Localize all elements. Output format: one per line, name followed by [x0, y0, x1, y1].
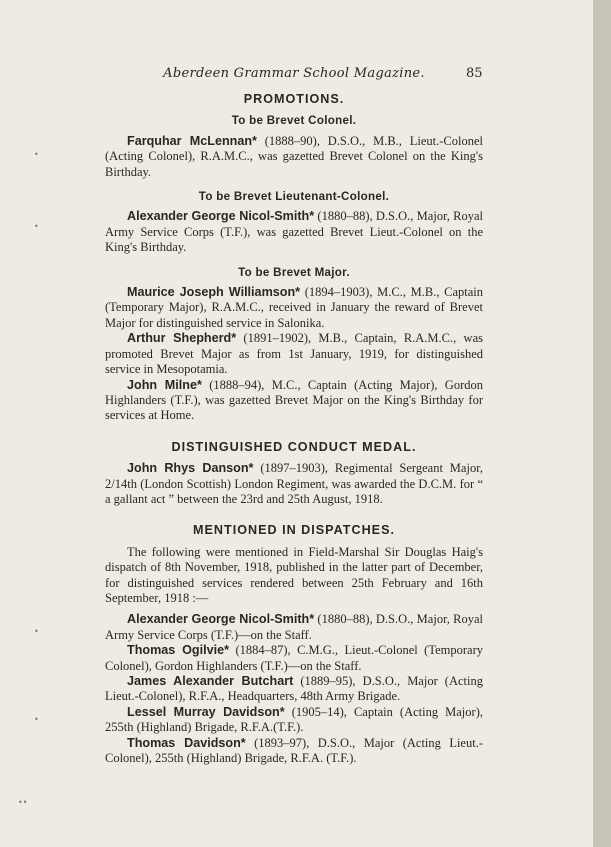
- entry-text: (1880–88), D.S.O., Major, Royal Army Service Corps (T.F.)—on the Staff.: [105, 612, 483, 642]
- entry-text: (1889–95), D.S.O., Major (Acting Lieut.-Colonel), R.F.A., Headquarters, 48th Army Brigade.: [105, 674, 483, 704]
- entry-text: (1880–88), D.S.O., Major, Royal Army Service Corps (T.F.), was gazetted Brevet Lieut.-Colonel on the King's Birthday.: [105, 209, 483, 255]
- dcm-heading: DISTINGUISHED CONDUCT MEDAL.: [171, 439, 417, 454]
- page-number: 85: [466, 66, 483, 81]
- person-name: Alexander George Nicol-Smith*: [127, 612, 315, 627]
- entry: [105, 134, 483, 180]
- running-header: Aberdeen Grammar School Magazine.: [163, 66, 425, 81]
- entry: [105, 331, 483, 377]
- entry: [105, 736, 483, 767]
- entry-text: (1894–1903), M.C., M.B., Captain (Temporary Major), R.A.M.C., received in January the reward of Brevet Major for distinguished service in Salonika.: [105, 285, 484, 330]
- margin-dot: •: [34, 150, 39, 159]
- entry: [105, 674, 483, 705]
- brevet-colonel-subheading: To be Brevet Colonel.: [231, 114, 357, 128]
- entry: [105, 209, 483, 255]
- entry-text: (1884–87), C.M.G., Lieut.-Colonel (Temporary Colonel), Gordon Highlanders (T.F.)—on the Staff.: [105, 643, 483, 673]
- brevet-lt-colonel-subheading: To be Brevet Lieutenant-Colonel.: [198, 190, 390, 204]
- person-name: Maurice Joseph Williamson*: [127, 285, 301, 300]
- article-body: [105, 92, 483, 766]
- margin-dot: •: [34, 222, 39, 231]
- margin-dot: ••: [18, 798, 28, 807]
- entry-text: (1897–1903), Regimental Sergeant Major, 2/14th (London Scottish) London Regiment, was awarded the D.C.M. for “ a gallant act ” between the 23rd and 25th August, 1918.: [105, 461, 483, 506]
- margin-dot: •: [34, 715, 39, 724]
- entry-text: (1893–97), D.S.O., Major (Acting Lieut.-Colonel), 255th (Highland) Brigade, R.F.A. (T.F.).: [105, 735, 483, 766]
- person-name: James Alexander Butchart: [127, 674, 294, 688]
- person-name: John Milne*: [127, 377, 202, 392]
- person-name: Lessel Murray Davidson*: [127, 704, 285, 719]
- person-name: Thomas Davidson*: [127, 735, 246, 750]
- person-name: Farquhar McLennan*: [127, 133, 257, 148]
- entry-text: (1905–14), Captain (Acting Major), 255th (Highland) Brigade, R.F.A.(T.F.).: [105, 704, 483, 735]
- margin-dot: •: [34, 627, 39, 636]
- person-name: John Rhys Danson*: [127, 461, 254, 476]
- entry: [105, 285, 483, 331]
- brevet-major-subheading: To be Brevet Major.: [238, 265, 350, 279]
- entry-text: (1891–1902), M.B., Captain, R.A.M.C., was promoted Brevet Major as from 1st January, 1919, for distinguished service in Mesopotamia.: [105, 331, 483, 377]
- entry: [105, 461, 483, 507]
- person-name: Alexander George Nicol-Smith*: [127, 209, 315, 224]
- person-name: Arthur Shepherd*: [127, 331, 237, 346]
- entry: [105, 643, 483, 674]
- entry: [105, 612, 483, 643]
- dispatches-intro: The following were mentioned in Field-Marshal Sir Douglas Haig's dispatch of 8th November, 1918, published in the latter part of December, for distinguished services rendered between 25th February and 16th September, 1918 :—: [105, 544, 483, 605]
- entry-text: (1888–90), D.S.O., M.B., Lieut.-Colonel (Acting Colonel), R.A.M.C., was gazetted Brevet Colonel on the King's Birthday.: [105, 133, 483, 179]
- entry-text: (1888–94), M.C., Captain (Acting Major), Gordon Highlanders (T.F.), was gazetted Brevet Major on the King's Birthday for services at Home.: [105, 377, 484, 423]
- page-edge: [593, 0, 611, 847]
- promotions-heading: PROMOTIONS.: [243, 92, 345, 106]
- entry: [105, 705, 483, 736]
- entry: [105, 378, 483, 424]
- person-name: Thomas Ogilvie*: [127, 643, 229, 658]
- dispatches-heading: MENTIONED IN DISPATCHES.: [193, 523, 395, 538]
